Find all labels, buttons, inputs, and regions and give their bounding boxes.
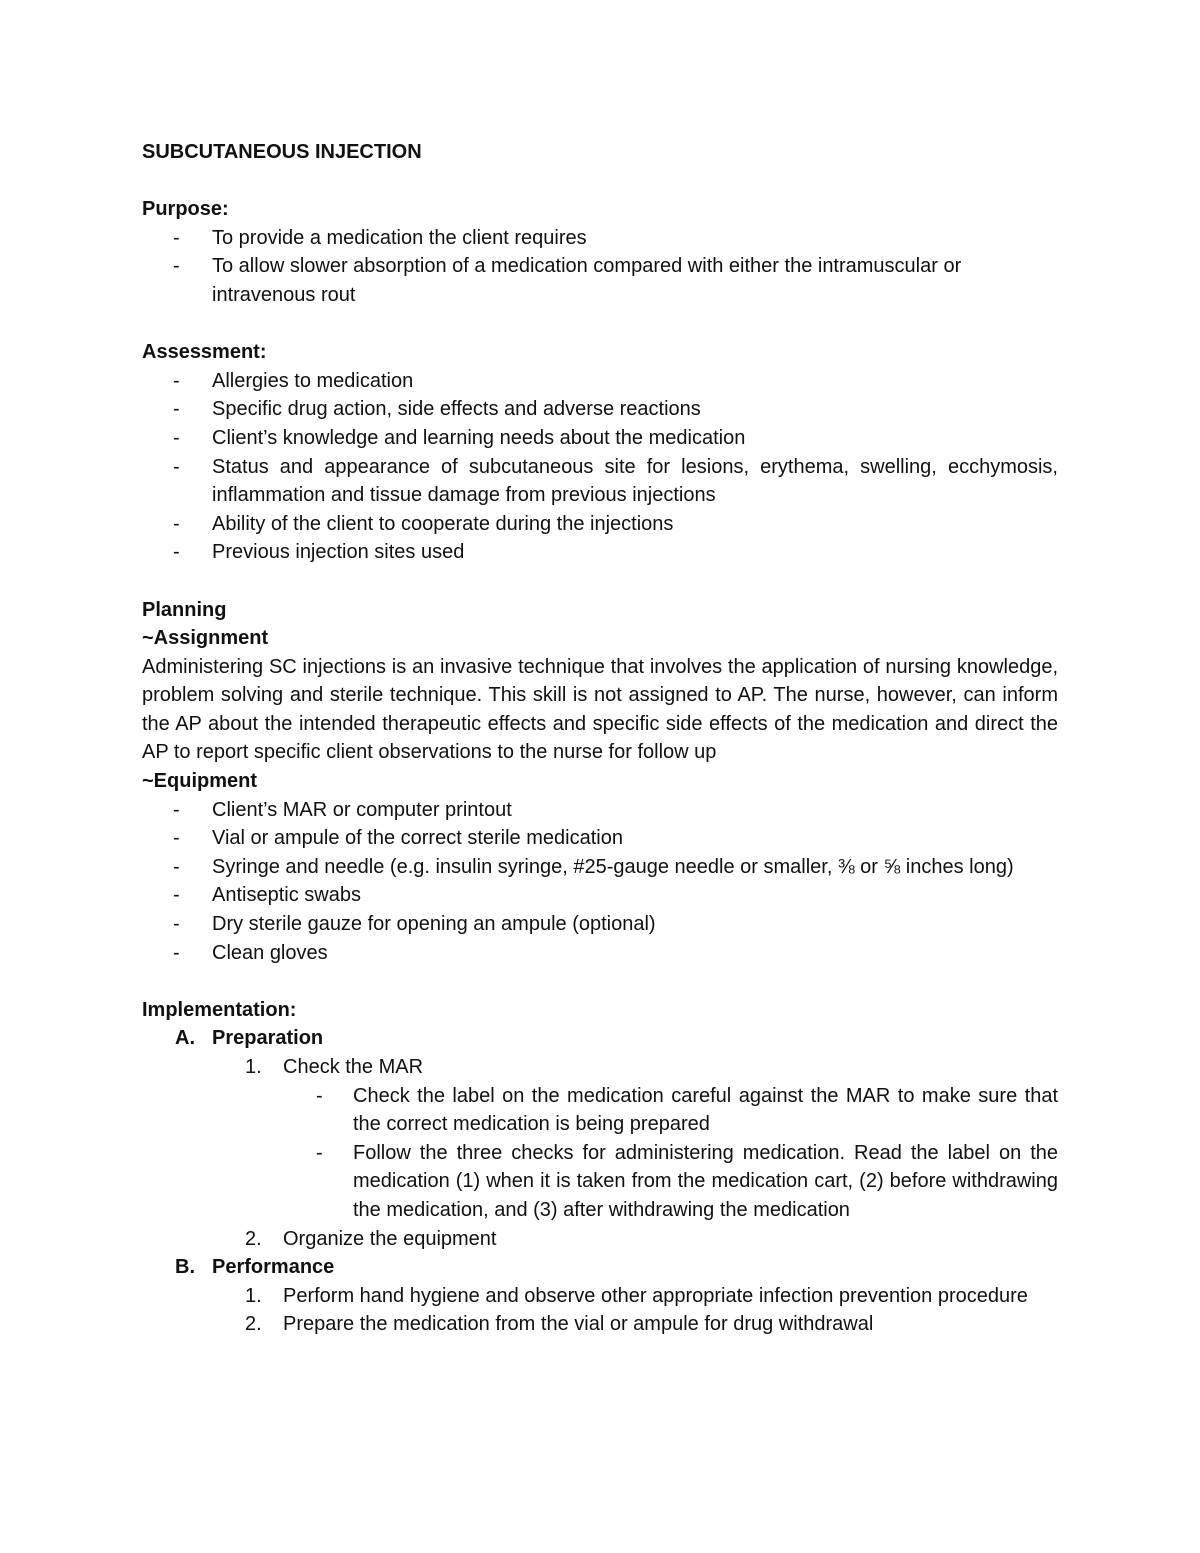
step-number: 1. [245, 1284, 262, 1307]
dash-bullet: - [316, 1141, 323, 1164]
section-b-heading [142, 1253, 1058, 1282]
purpose-item [142, 224, 1058, 253]
assessment-item [142, 367, 1058, 396]
assessment-item-text: Specific drug action, side effects and adverse reactions [212, 398, 701, 421]
assignment-paragraph: Administering SC injections is an invasive technique that involves the application of nursing knowledge, problem solving and sterile technique. This skill is not assigned to AP. The nurse, however, can inform the AP about the intended therapeutic effects and specific side effects of the medication and direct the AP to report specific client observations to the nurse for follow up [142, 655, 1058, 764]
equipment-item-text: Clean gloves [212, 941, 328, 964]
assessment-heading: Assessment: [142, 341, 267, 364]
equipment-heading: ~Equipment [142, 770, 258, 793]
assessment-item-text: Previous injection sites used [212, 541, 465, 564]
step-text: Check the MAR [283, 1056, 424, 1078]
equipment-item-text: Client’s MAR or computer printout [212, 798, 512, 821]
step-text: Perform hand hygiene and observe other appropriate infection prevention procedure [283, 1284, 1028, 1307]
dash-bullet: - [173, 369, 180, 392]
equipment-item-text: Dry sterile gauze for opening an ampule (optional) [212, 913, 656, 936]
dash-bullet: - [173, 455, 180, 478]
dash-bullet: - [173, 798, 180, 821]
section-b-step [142, 1310, 1058, 1339]
assessment-item-text: Allergies to medication [212, 369, 414, 392]
assessment-item [142, 424, 1058, 453]
dash-bullet: - [173, 827, 180, 850]
section-a-heading [142, 1024, 1058, 1053]
step-text: Organize the equipment [283, 1227, 497, 1250]
substep-text: Follow the three checks for administering medication. Read the label on the medication (1) when it is taken from the medication cart, (2) before withdrawing the medication, and (3) after withdrawing the medication [353, 1141, 1058, 1221]
dash-bullet: - [173, 913, 180, 936]
equipment-item-text: Vial or ampule of the correct sterile medication [212, 827, 623, 850]
equipment-item [142, 796, 1058, 825]
equipment-item [142, 881, 1058, 910]
dash-bullet: - [173, 541, 180, 564]
dash-bullet: - [173, 226, 180, 249]
equipment-item [142, 853, 1058, 882]
dash-bullet: - [173, 255, 180, 278]
assessment-item-text: Client’s knowledge and learning needs about the medication [212, 426, 746, 449]
equipment-item [142, 939, 1058, 968]
dash-bullet: - [173, 941, 180, 964]
section-a-step [142, 1053, 1058, 1082]
section-b-label: Performance [212, 1256, 335, 1279]
purpose-item [142, 252, 1058, 309]
dash-bullet: - [316, 1084, 323, 1107]
dash-bullet: - [173, 398, 180, 421]
step-number: 2. [245, 1313, 262, 1336]
implementation-heading: Implementation: [142, 998, 297, 1021]
step-number: 1. [245, 1056, 262, 1078]
purpose-heading: Purpose: [142, 198, 229, 221]
assessment-item [142, 538, 1058, 567]
step-number: 2. [245, 1227, 262, 1250]
equipment-item-text: Antiseptic swabs [212, 884, 361, 907]
dash-bullet: - [173, 512, 180, 535]
substep-text: Check the label on the medication careful against the MAR to make sure that the correct medication is being prepared [353, 1084, 1058, 1136]
assessment-item [142, 510, 1058, 539]
document-page [142, 138, 1058, 1339]
section-a-marker: A. [175, 1027, 195, 1050]
assignment-heading: ~Assignment [142, 627, 269, 650]
planning-heading: Planning [142, 598, 227, 621]
assessment-item [142, 395, 1058, 424]
step-text: Prepare the medication from the vial or ampule for drug withdrawal [283, 1313, 874, 1336]
assessment-item-text: Ability of the client to cooperate during the injections [212, 512, 674, 535]
equipment-item [142, 910, 1058, 939]
assessment-item-text: Status and appearance of subcutaneous site for lesions, erythema, swelling, ecchymosis, inflammation and tissue damage from previous injections [212, 455, 1058, 507]
section-b-marker: B. [175, 1256, 195, 1279]
dash-bullet: - [173, 884, 180, 907]
document-title: SUBCUTANEOUS INJECTION [142, 141, 422, 163]
purpose-item-text: To allow slower absorption of a medication compared with either the intramuscular or intravenous rout [212, 255, 962, 306]
section-a-substep [142, 1139, 1058, 1225]
section-a-label: Preparation [212, 1027, 324, 1050]
section-b-step [142, 1282, 1058, 1311]
dash-bullet: - [173, 855, 180, 878]
dash-bullet: - [173, 426, 180, 449]
section-a-step [142, 1225, 1058, 1254]
assessment-item [142, 453, 1058, 510]
section-a-substep [142, 1082, 1058, 1139]
equipment-item-text: Syringe and needle (e.g. insulin syringe, #25-gauge needle or smaller, ⅜ or ⅝ inches long) [212, 855, 1014, 878]
equipment-item [142, 824, 1058, 853]
purpose-item-text: To provide a medication the client requires [212, 226, 587, 249]
